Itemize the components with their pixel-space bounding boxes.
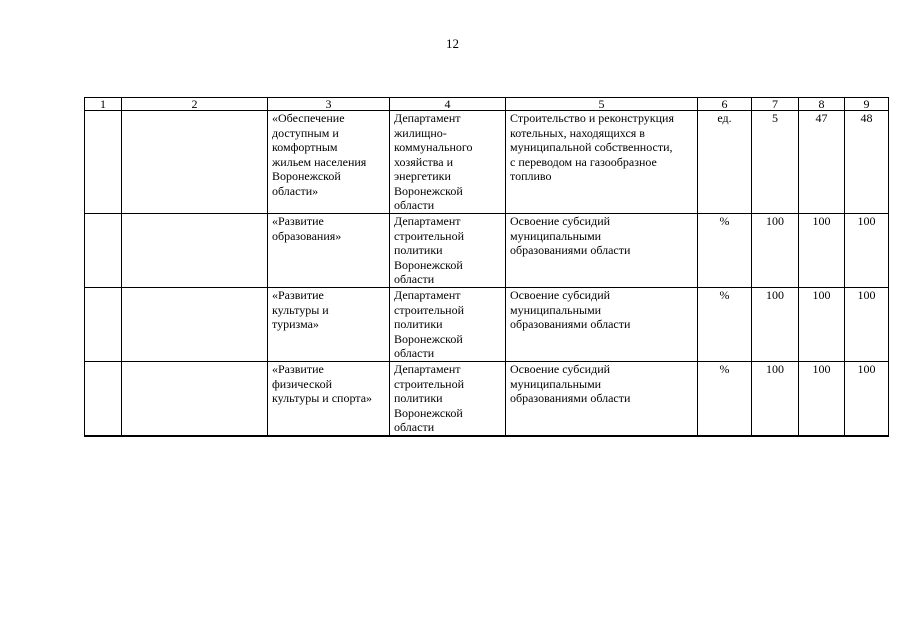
column-header-8: 8 [799,98,845,111]
department-name: Департамент строительной политики Воронежской области [394,214,465,286]
cell-value-8: 100 [799,214,845,288]
cell-col1 [85,288,122,362]
column-header-4: 4 [390,98,506,111]
cell-col2 [122,288,268,362]
cell-program [268,214,390,288]
table-row [85,111,889,214]
indicator-text: Строительство и реконструкция котельных, находящихся в муниципальной собственности, с переводом на газообразное топливо [510,111,674,183]
cell-value-8: 100 [799,288,845,362]
program-name: «Обеспечение доступным и комфортным жильем населения Воронежской области» [272,111,367,198]
table-row [85,362,889,436]
cell-col1 [85,111,122,214]
indicator-text: Освоение субсидий муниципальными образованиями области [510,288,631,331]
cell-indicator [506,111,698,214]
cell-value-8: 100 [799,362,845,436]
cell-unit: % [698,362,752,436]
cell-unit: % [698,214,752,288]
cell-value-9: 48 [845,111,889,214]
program-name: «Развитие физической культуры и спорта» [272,362,373,405]
program-name: «Развитие образования» [272,214,342,243]
cell-col1 [85,362,122,436]
data-table [84,97,889,437]
indicator-text: Освоение субсидий муниципальными образованиями области [510,362,631,405]
cell-value-7: 100 [752,288,799,362]
program-name: «Развитие культуры и туризма» [272,288,329,331]
cell-department [390,362,506,436]
column-header-2: 2 [122,98,268,111]
cell-indicator [506,362,698,436]
cell-value-9: 100 [845,288,889,362]
cell-col2 [122,362,268,436]
cell-program [268,362,390,436]
page-number: 12 [446,36,459,51]
cell-col2 [122,111,268,214]
cell-value-8: 47 [799,111,845,214]
cell-indicator [506,214,698,288]
cell-value-7: 100 [752,362,799,436]
header-row [85,98,889,111]
cell-program [268,111,390,214]
cell-value-9: 100 [845,362,889,436]
column-header-1: 1 [85,98,122,111]
cell-value-9: 100 [845,214,889,288]
table-row [85,214,889,288]
department-name: Департамент жилищно- коммунального хозяйства и энергетики Воронежской области [394,111,473,212]
cell-col2 [122,214,268,288]
cell-value-7: 100 [752,214,799,288]
cell-department [390,288,506,362]
cell-indicator [506,288,698,362]
cell-department [390,214,506,288]
department-name: Департамент строительной политики Воронежской области [394,362,465,434]
column-header-6: 6 [698,98,752,111]
column-header-5: 5 [506,98,698,111]
indicator-text: Освоение субсидий муниципальными образованиями области [510,214,631,257]
cell-value-7: 5 [752,111,799,214]
table-row [85,288,889,362]
column-header-9: 9 [845,98,889,111]
cell-department [390,111,506,214]
cell-col1 [85,214,122,288]
column-header-7: 7 [752,98,799,111]
department-name: Департамент строительной политики Воронежской области [394,288,465,360]
cell-program [268,288,390,362]
cell-unit: ед. [698,111,752,214]
column-header-3: 3 [268,98,390,111]
cell-unit: % [698,288,752,362]
